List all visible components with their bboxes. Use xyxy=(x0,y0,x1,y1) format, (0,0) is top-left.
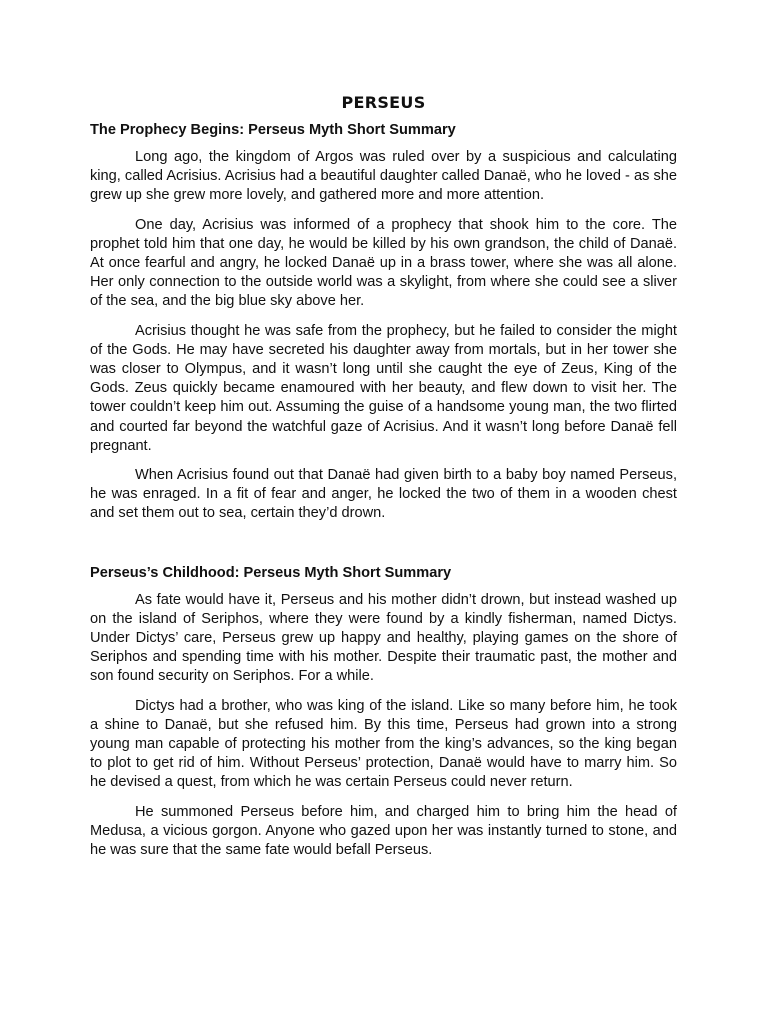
section-prophecy xyxy=(90,121,677,524)
section-spacer xyxy=(90,534,677,564)
section-heading: Perseus’s Childhood: Perseus Myth Short Summary xyxy=(90,564,452,581)
paragraph: Long ago, the kingdom of Argos was ruled over by a suspicious and calculating king, called Acrisius. Acrisius had a beautiful daughter called Danaë, who he loved - as she grew up she grew more lovely, and gathered more and more attention. xyxy=(90,149,677,204)
document-title: PERSEUS xyxy=(341,93,426,112)
section-childhood xyxy=(90,564,677,861)
paragraph: He summoned Perseus before him, and charged him to bring him the head of Medusa, a vicious gorgon. Anyone who gazed upon her was instantly turned to stone, and he was sure that the same fate would befall Perseus. xyxy=(90,803,677,859)
paragraph: As fate would have it, Perseus and his mother didn’t drown, but instead washed up on the island of Seriphos, where they were found by a kindly fisherman, named Dictys. Under Dictys’ care, Perseus grew up happy and healthy, playing games on the shore of Seriphos and spending time with his mother. Despite their traumatic past, the mother and son found security on Seriphos. For a while. xyxy=(90,591,677,685)
paragraph: Dictys had a brother, who was king of the island. Like so many before him, he took a shine to Danaë, but she refused him. By this time, Perseus had grown into a strong young man capable of protecting his mother from the king’s advances, so the king began to plot to get rid of him. Without Perseus’ protection, Danaë would have to marry him. So he devised a quest, from which he was certain Perseus could never return. xyxy=(90,697,677,791)
document-page xyxy=(90,92,677,870)
paragraph: One day, Acrisius was informed of a prophecy that shook him to the core. The prophet told him that one day, he would be killed by his own grandson, the child of Danaë. At once fearful and angry, he locked Danaë up in a brass tower, where she was all alone. Her only connection to the outside world was a skylight, from where she could see a sliver of the sea, and the big blue sky above her. xyxy=(90,216,677,310)
paragraph: Acrisius thought he was safe from the prophecy, but he failed to consider the might of the Gods. He may have secreted his daughter away from mortals, but in her tower she was closer to Olympus, and it wasn’t long until she caught the eye of Zeus, King of the Gods. Zeus quickly became enamoured with her beauty, and flew down to visit her. The tower couldn’t keep him out. Assuming the guise of a handsome young man, the two flirted and courted far beyond the watchful gaze of Acrisius. And it wasn’t long before Danaë fell pregnant. xyxy=(90,322,677,454)
paragraph: When Acrisius found out that Danaë had given birth to a baby boy named Perseus, he was enraged. In a fit of fear and anger, he locked the two of them in a wooden chest and set them out to sea, certain they’d drown. xyxy=(90,467,677,522)
section-heading: The Prophecy Begins: Perseus Myth Short Summary xyxy=(90,122,456,138)
